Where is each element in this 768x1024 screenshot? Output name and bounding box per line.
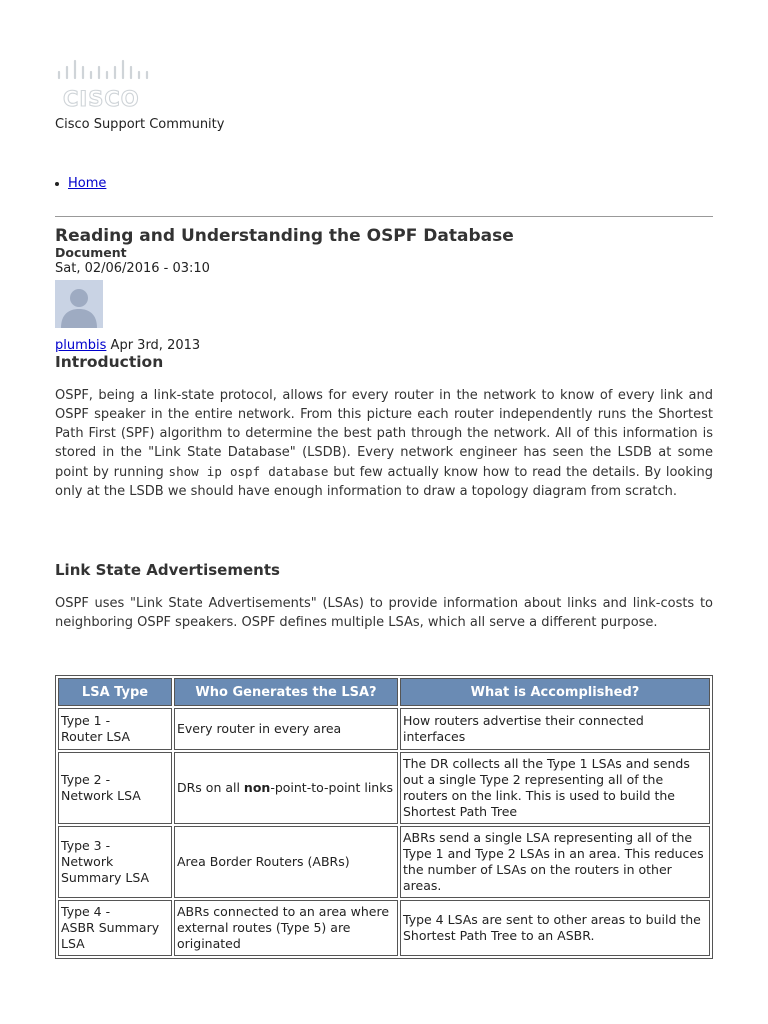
logo-wordmark: CISCO (63, 87, 140, 110)
lsa-type-name: Network LSA (61, 788, 141, 803)
lsa-type-number: Type 2 - (61, 772, 111, 787)
lsa-type-number: Type 1 - (61, 713, 111, 728)
intro-text-start: OSPF, being a link-state protocol, allows for every router in the network to know of every link and OSPF speaker in the entire network. From this picture each router independently runs the Shortest Path First (SPF) algorithm to determine the best path through the network. All of this information is stored in the "Link State Database" (LSDB). Every network engineer has seen the LSDB at some point by running (55, 388, 713, 480)
lsa-table-container (55, 675, 713, 1024)
table-row (58, 826, 710, 898)
column-header-lsa-type: LSA Type (58, 678, 172, 706)
cell-who-generates: Area Border Routers (ABRs) (174, 826, 398, 898)
table-row (58, 708, 710, 750)
table-header-row (58, 678, 710, 706)
cell-who-generates: Every router in every area (174, 708, 398, 750)
cell-lsa-type (58, 708, 172, 750)
author-avatar[interactable] (55, 280, 103, 328)
section-heading-introduction: Introduction (55, 353, 164, 371)
column-header-who-generates: Who Generates the LSA? (174, 678, 398, 706)
cell-lsa-type (58, 752, 172, 824)
lsa-type-number: Type 3 - (61, 838, 111, 853)
document-type-label: Document (55, 245, 127, 260)
intro-paragraph (55, 386, 713, 501)
who-text: -point-to-point links (270, 780, 393, 795)
cell-who-generates: ABRs connected to an area where external routes (Type 5) are originated (174, 900, 398, 956)
lsa-paragraph: OSPF uses "Link State Advertisements" (LSAs) to provide information about links and link-costs to neighboring OSPF speakers. OSPF defines multiple LSAs, which all serve a different purpose. (55, 596, 713, 630)
cell-what-accomplished: Type 4 LSAs are sent to other areas to build the Shortest Path Tree to an ASBR. (400, 900, 710, 956)
lsa-type-name: Router LSA (61, 729, 131, 744)
nav-item-home (55, 176, 106, 191)
lsa-table (55, 675, 713, 959)
cisco-logo[interactable] (55, 58, 155, 110)
lsa-type-name: Network Summary LSA (61, 854, 150, 885)
home-link[interactable]: Home (68, 176, 107, 191)
author-date: Apr 3rd, 2013 (110, 338, 201, 353)
page-title: Reading and Understanding the OSPF Database (55, 226, 514, 246)
main-nav (55, 176, 106, 191)
user-silhouette-icon (55, 280, 103, 328)
author-link[interactable]: plumbis (55, 338, 107, 353)
cell-lsa-type (58, 826, 172, 898)
table-row (58, 900, 710, 956)
site-name: Cisco Support Community (55, 117, 225, 132)
lsa-type-name: ASBR Summary LSA (61, 920, 160, 951)
table-row (58, 752, 710, 824)
column-header-what-accomplished: What is Accomplished? (400, 678, 710, 706)
publish-date: Sat, 02/06/2016 - 03:10 (55, 261, 210, 276)
intro-text-end: but few actually know how to read the details. By looking only at the LSDB we should have enough information to draw a topology diagram from scratch. (55, 465, 713, 499)
who-text: DRs on all (177, 780, 244, 795)
command-code: show ip ospf database (168, 464, 329, 479)
header-divider (55, 216, 713, 217)
section-heading-lsa: Link State Advertisements (55, 561, 280, 579)
who-emphasis: non (243, 780, 271, 795)
cell-what-accomplished: The DR collects all the Type 1 LSAs and sends out a single Type 2 representing all of the routers on the link. This is used to build the Shortest Path Tree (400, 752, 710, 824)
cell-what-accomplished: ABRs send a single LSA representing all of the Type 1 and Type 2 LSAs in an area. This reduces the number of LSAs on the routers in other areas. (400, 826, 710, 898)
cell-who-generates (174, 752, 398, 824)
author-line (55, 338, 200, 353)
cell-what-accomplished: How routers advertise their connected interfaces (400, 708, 710, 750)
cell-lsa-type (58, 900, 172, 956)
lsa-type-number: Type 4 - (61, 904, 111, 919)
